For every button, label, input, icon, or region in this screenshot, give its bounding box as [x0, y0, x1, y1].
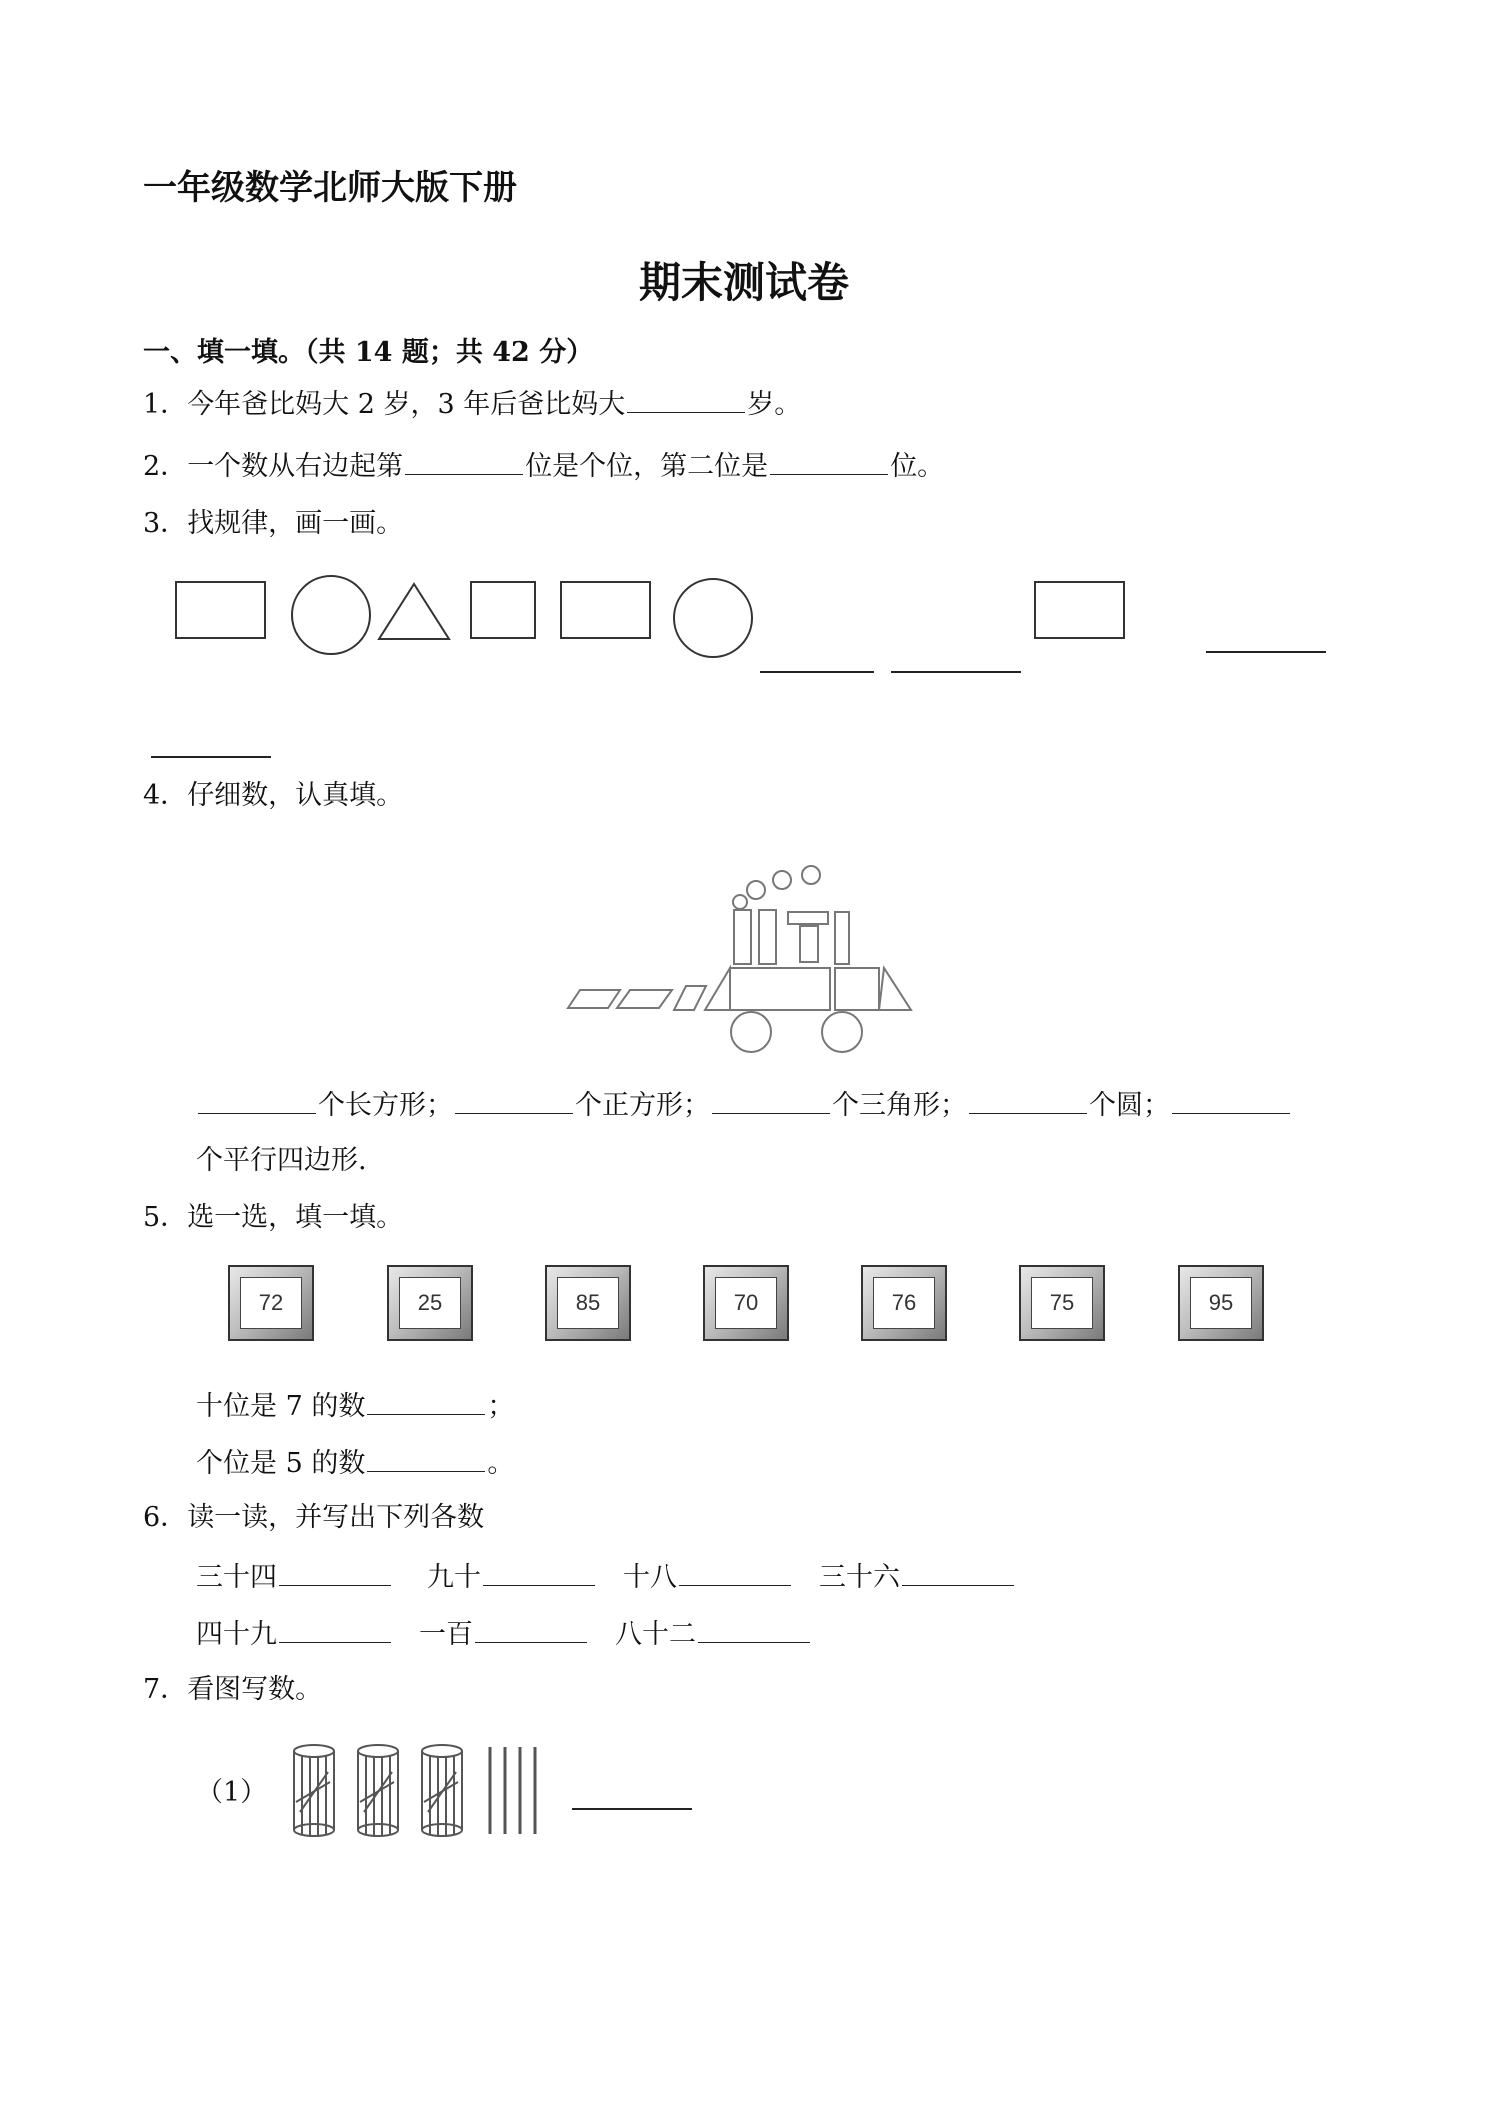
answer-blank[interactable] — [1206, 651, 1326, 653]
question-text: 今年爸比妈大 2 岁，3 年后爸比妈大 — [187, 389, 626, 420]
question-1 — [143, 384, 801, 423]
q6-row-1 — [196, 1557, 1016, 1596]
question-text: 十位是 7 的数 — [196, 1391, 366, 1422]
shape-count-label: 个正方形； — [575, 1090, 710, 1121]
question-text: 一个数从右边起第 — [187, 451, 404, 482]
number-card-value: 72 — [240, 1277, 302, 1329]
question-text: 位。 — [890, 451, 945, 482]
number-word: 十八 — [623, 1562, 677, 1593]
number-card-value: 95 — [1190, 1277, 1252, 1329]
answer-blank[interactable] — [891, 671, 1021, 673]
number-word: 九十 — [427, 1562, 481, 1593]
answer-blank[interactable] — [151, 756, 271, 758]
shape-count-label: 个三角形； — [832, 1090, 967, 1121]
single-sticks — [490, 1747, 535, 1834]
square-shape — [471, 582, 535, 638]
number-word: 四十九 — [196, 1619, 277, 1650]
answer-blank[interactable] — [198, 1085, 316, 1114]
question-text: 。 — [487, 1448, 515, 1479]
q4-answer-row — [196, 1085, 1292, 1124]
question-3 — [143, 506, 403, 542]
question-number: 2． — [143, 451, 188, 482]
answer-blank[interactable] — [455, 1085, 573, 1114]
answer-blank[interactable] — [627, 384, 745, 413]
pattern-figure — [0, 570, 1488, 690]
answer-blank[interactable] — [770, 446, 888, 475]
answer-blank[interactable] — [475, 1614, 587, 1643]
number-word: 一百 — [419, 1619, 473, 1650]
question-number: 3． — [143, 508, 188, 539]
number-card-value: 25 — [399, 1277, 461, 1329]
circle-shape — [674, 579, 752, 657]
bundle-of-ten — [358, 1745, 398, 1836]
question-6 — [143, 1500, 484, 1536]
number-card[interactable] — [703, 1265, 789, 1341]
answer-blank[interactable] — [679, 1557, 791, 1586]
answer-blank[interactable] — [712, 1085, 830, 1114]
rectangle-shape — [1035, 582, 1124, 638]
answer-blank[interactable] — [902, 1557, 1014, 1586]
question-text: 看图写数。 — [187, 1674, 323, 1705]
tens-7-line — [196, 1386, 514, 1425]
question-4 — [143, 778, 403, 814]
q4-last-label: 个平行四边形. — [196, 1145, 367, 1176]
question-number: 6． — [143, 1502, 188, 1533]
answer-blank[interactable] — [572, 1808, 692, 1810]
question-7 — [143, 1672, 322, 1708]
question-number: 7． — [143, 1674, 188, 1705]
number-card[interactable] — [387, 1265, 473, 1341]
number-card[interactable] — [545, 1265, 631, 1341]
shape-count-label: 个圆； — [1089, 1090, 1170, 1121]
question-number: 4． — [143, 780, 188, 811]
question-number: 1． — [143, 389, 188, 420]
question-text: 岁。 — [747, 389, 802, 420]
number-card[interactable] — [228, 1265, 314, 1341]
number-card-value: 70 — [715, 1277, 777, 1329]
answer-blank[interactable] — [367, 1443, 485, 1472]
number-card-value: 85 — [557, 1277, 619, 1329]
section-heading: 一、填一填。（共 14 题；共 42 分） — [143, 337, 594, 368]
question-text: 个位是 5 的数 — [196, 1448, 366, 1479]
sub-question-label: （1） — [196, 1777, 268, 1808]
answer-blank[interactable] — [405, 446, 523, 475]
number-word: 三十六 — [819, 1562, 900, 1593]
number-card-value: 76 — [873, 1277, 935, 1329]
number-word: 三十四 — [196, 1562, 277, 1593]
answer-blank[interactable] — [279, 1614, 391, 1643]
number-card[interactable] — [861, 1265, 947, 1341]
rectangle-shape — [176, 582, 265, 638]
question-2 — [143, 446, 944, 485]
number-card[interactable] — [1178, 1265, 1264, 1341]
stick-bundles-figure — [290, 1742, 570, 1842]
question-text: 找规律，画一画。 — [187, 508, 404, 539]
question-number: 5． — [143, 1202, 188, 1233]
question-text: 选一选，填一填。 — [187, 1202, 404, 1233]
exam-title: 期末测试卷 — [638, 258, 849, 307]
question-text: 仔细数，认真填。 — [187, 780, 404, 811]
answer-blank[interactable] — [279, 1557, 391, 1586]
bundle-of-ten — [294, 1745, 334, 1836]
grade-title: 一年级数学北师大版下册 — [143, 168, 517, 208]
circle-shape — [292, 576, 370, 654]
answer-blank[interactable] — [698, 1614, 810, 1643]
triangle-shape — [379, 584, 449, 639]
number-card-value: 75 — [1031, 1277, 1093, 1329]
q6-row-2 — [196, 1614, 812, 1653]
question-text: 读一读，并写出下列各数 — [187, 1502, 485, 1533]
rectangle-shape — [561, 582, 650, 638]
question-5 — [143, 1200, 403, 1236]
bundle-of-ten — [422, 1745, 462, 1836]
answer-blank[interactable] — [483, 1557, 595, 1586]
shape-count-label: 个长方形； — [318, 1090, 453, 1121]
answer-blank[interactable] — [1172, 1085, 1290, 1114]
ones-5-line — [196, 1443, 514, 1482]
number-card[interactable] — [1019, 1265, 1105, 1341]
question-text: ； — [487, 1391, 515, 1422]
train-figure — [560, 840, 940, 1060]
question-text: 位是个位，第二位是 — [525, 451, 769, 482]
answer-blank[interactable] — [969, 1085, 1087, 1114]
number-word: 八十二 — [615, 1619, 696, 1650]
answer-blank[interactable] — [367, 1386, 485, 1415]
answer-blank[interactable] — [760, 671, 874, 673]
